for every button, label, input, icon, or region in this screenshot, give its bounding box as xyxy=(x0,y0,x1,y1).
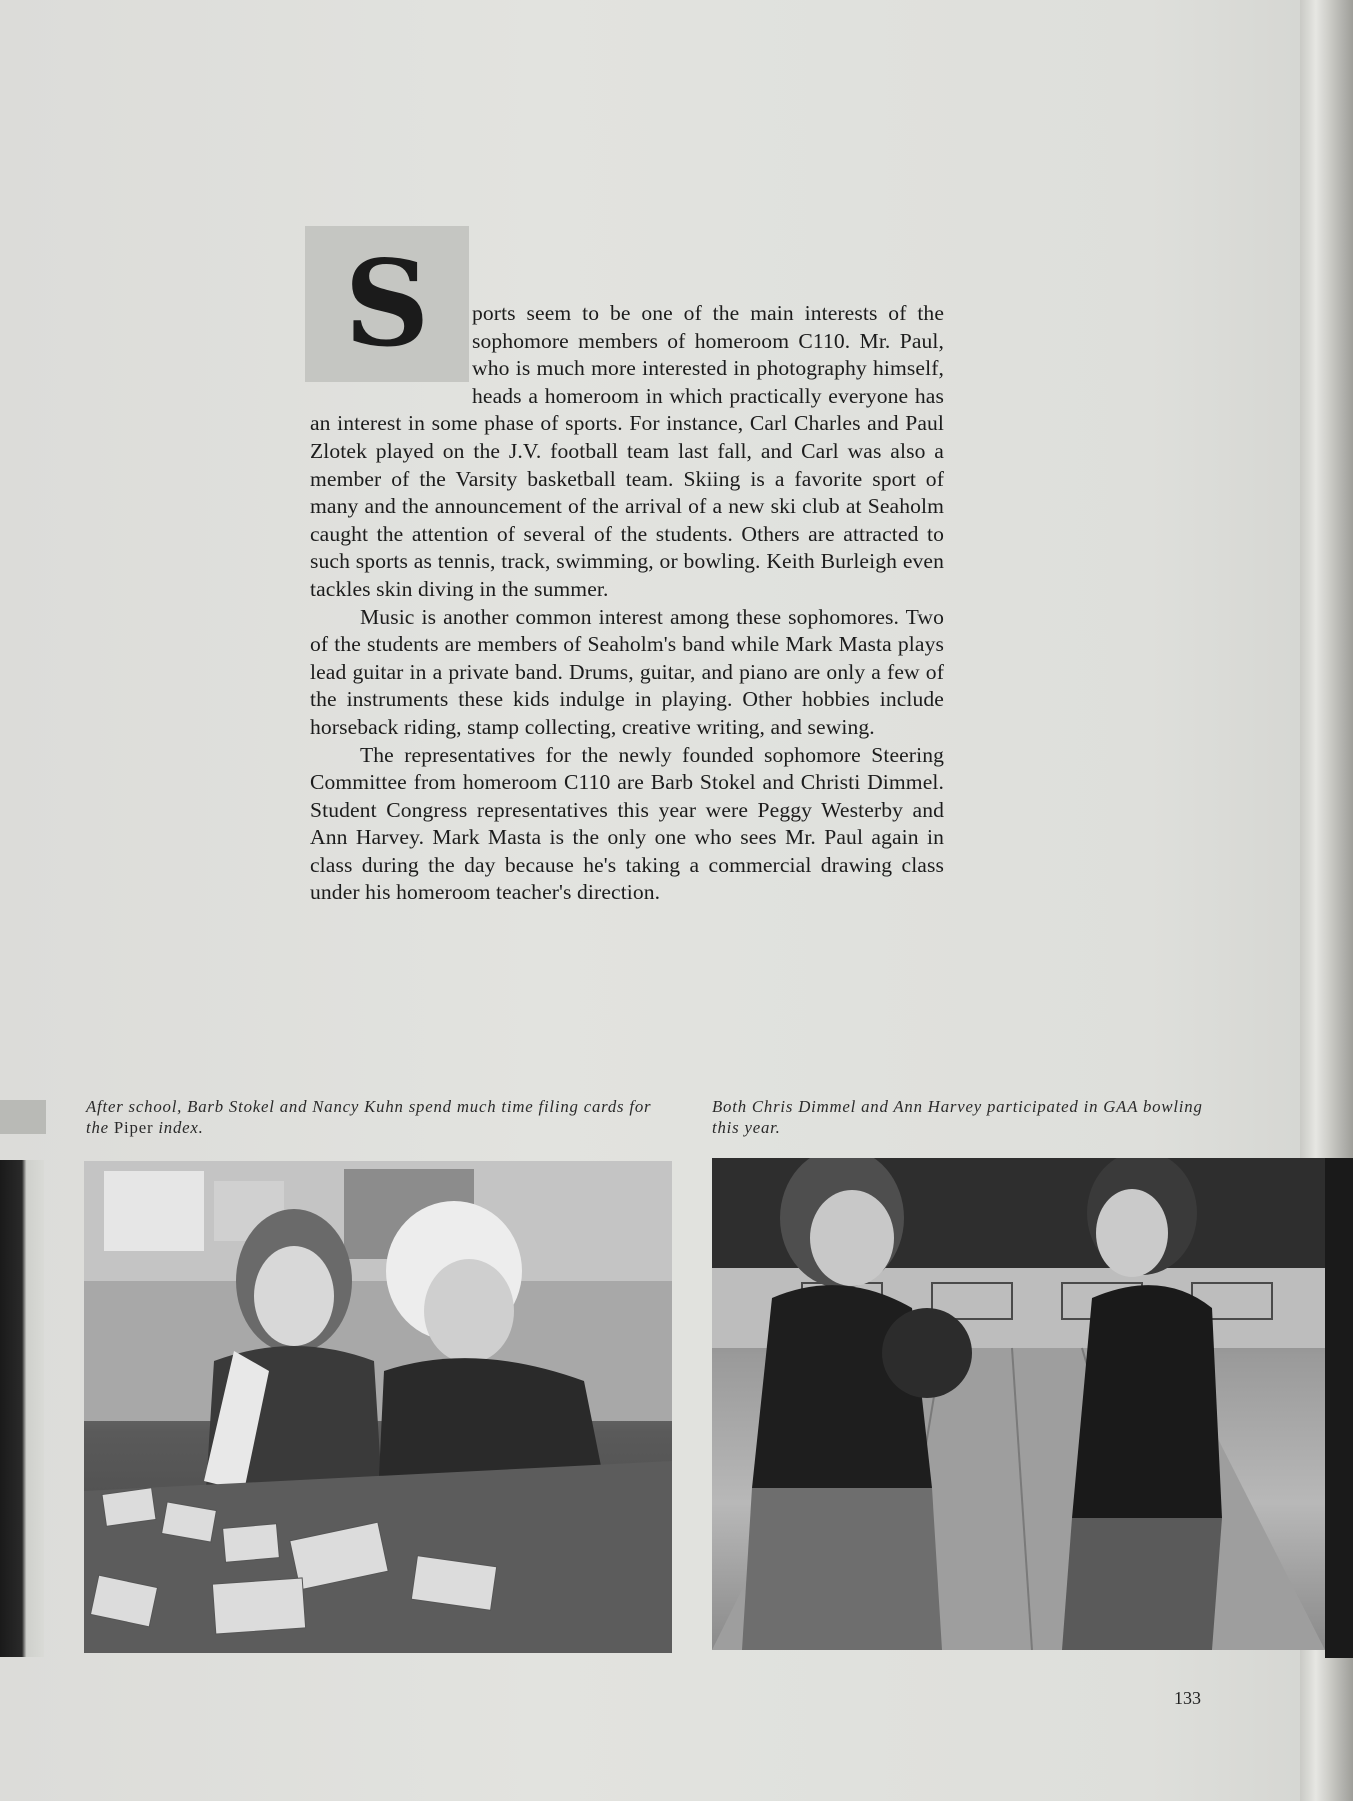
page-number: 133 xyxy=(1174,1688,1201,1708)
left-margin-bar xyxy=(0,1160,44,1657)
caption-left-title: Piper xyxy=(113,1118,154,1137)
caption-left-end: index. xyxy=(153,1118,204,1137)
photo-gaa-bowling xyxy=(712,1158,1325,1650)
drop-cap-letter: S xyxy=(344,234,430,373)
paragraph-3: The representatives for the newly founded sophomore Steering Committee from homeroom C110 are Barb Stokel and Christi Dimmel. Student Congress representatives this year were Peggy Westerby and Ann Harvey. Mark Masta is the only one who sees Mr. Paul again in class during the day because he's taking a commercial drawing class under his homeroom teacher's direction. xyxy=(310,742,944,905)
caption-left-text: After school, Barb Stokel and Nancy Kuhn spend much time filing cards for the xyxy=(86,1097,652,1137)
paragraph-2: Music is another common interest among these sophomores. Two of the students are members of Seaholm's band while Mark Masta plays lead guitar in a private band. Drums, guitar, and piano are only a few of the instruments these kids indulge in playing. Other hobbies include horseback riding, stamp collecting, creative writing, and sewing. xyxy=(310,604,944,739)
photo-filing-cards xyxy=(84,1161,672,1653)
left-margin-tab xyxy=(0,1100,46,1134)
paragraph-1: ports seem to be one of the main interests of the sophomore members of homeroom C110. Mr. Paul, who is much more interested in photography himself, heads a homeroom in which practically everyone has an interest in some phase of sports. For instance, Carl Charles and Paul Zlotek played on the J.V. football team last fall, and Carl was also a member of the Varsity basketball team. Skiing is a favorite sport of many and the announcement of the arrival of a new ski club at Seaholm caught the attention of several of the students. Others are attracted to such sports as tennis, track, swimming, or bowling. Keith Burleigh even tackles skin diving in the summer. xyxy=(310,301,944,601)
photo-filing-cards-illustration xyxy=(84,1161,672,1653)
caption-right: Both Chris Dimmel and Ann Harvey participated in GAA bowling this year. xyxy=(712,1097,1203,1137)
photo-gaa-bowling-illustration xyxy=(712,1158,1325,1650)
article-body xyxy=(310,300,944,907)
drop-cap-spacer xyxy=(310,302,472,385)
caption-left xyxy=(86,1096,676,1138)
page-edge-strip xyxy=(1325,1158,1353,1658)
